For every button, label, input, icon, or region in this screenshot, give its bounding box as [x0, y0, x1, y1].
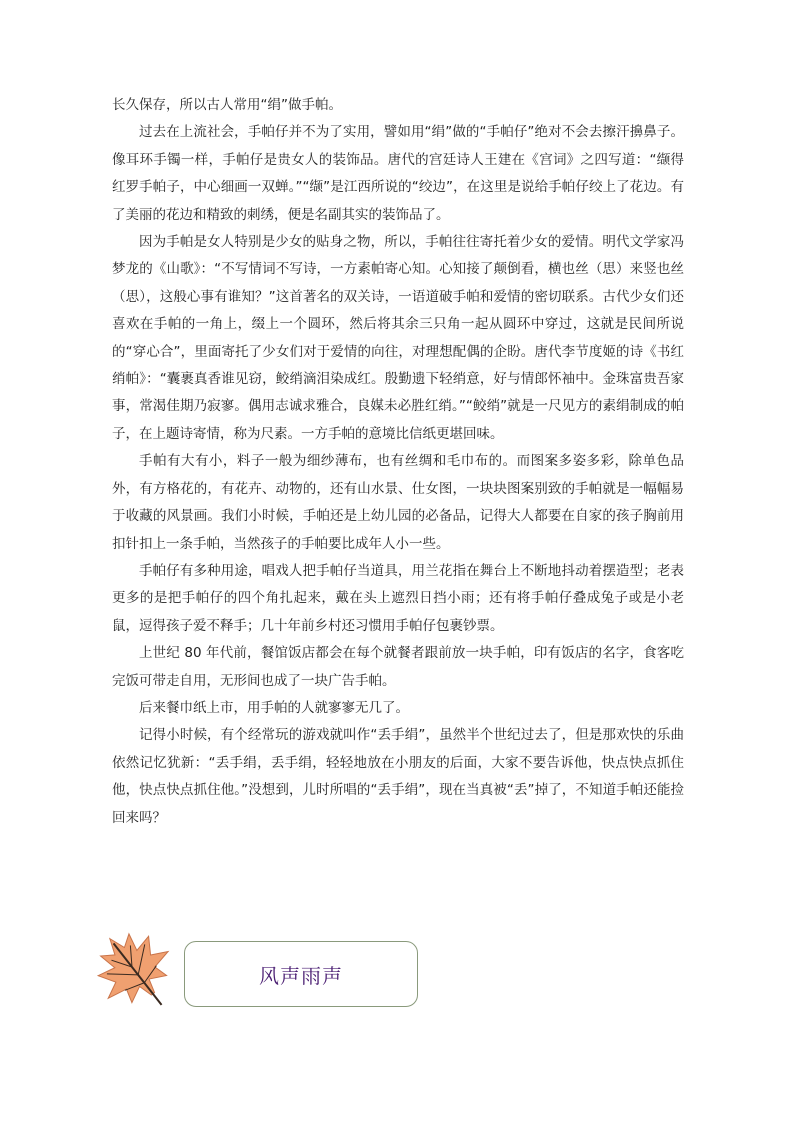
- maple-leaf-icon: [92, 927, 172, 1009]
- paragraph: 因为手帕是女人特别是少女的贴身之物，所以，手帕往往寄托着少女的爱情。明代文学家冯梦龙的《山歌》：“不写情词不写诗，一方素帕寄心知。心知接了颠倒看，横也丝（思）来竖也丝（思），这般心事有谁知？”这首著名的双关诗，一语道破手帕和爱情的密切联系。古代少女们还喜欢在手帕的一角上，缀上一个圆环，然后将其余三只角一起从圆环中穿过，这就是民间所说的“穿心合”，里面寄托了少女们对于爱情的向往，对理想配偶的企盼。唐代李节度姬的诗《书红绡帕》：“囊裹真香谁见窃，鲛绡滴泪染成红。殷勤遗下轻绡意，好与情郎怀袖中。金珠富贵吾家事，常渴佳期乃寂寥。偶用志诚求雅合，良媒未必胜红绡。”“鲛绡”就是一尺见方的素绢制成的帕子，在上题诗寄情，称为尺素。一方手帕的意境比信纸更堪回味。: [112, 234, 684, 442]
- paragraph: 记得小时候，有个经常玩的游戏就叫作“丢手绢”，虽然半个世纪过去了，但是那欢快的乐曲依然记忆犹新：“丢手绢，丢手绢，轻轻地放在小朋友的后面，大家不要告诉他，快点快点抓住他，快点快点抓住他。”没想到，儿时所唱的“丢手绢”，现在当真被“丢”掉了，不知道手帕还能捡回来吗？: [112, 727, 684, 826]
- paragraph: 后来餐巾纸上市，用手帕的人就寥寥无几了。: [139, 699, 409, 716]
- article-body: [112, 92, 684, 832]
- paragraph: 手帕有大有小，料子一般为细纱薄布，也有丝绸和毛巾布的。而图案多姿多彩，除单色品外，有方格花的，有花卉、动物的，还有山水景、仕女图，一块块图案别致的手帕就是一幅幅易于收藏的风景画。我们小时候，手帕还是上幼儿园的必备品，记得大人都要在自家的孩子胸前用扣针扣上一条手帕，当然孩子的手帕要比成年人小一些。: [112, 453, 684, 552]
- paragraph: 过去在上流社会，手帕仔并不为了实用，譬如用“绢”做的“手帕仔”绝对不会去擦汗擤鼻子。像耳环手镯一样，手帕仔是贵女人的装饰品。唐代的宫廷诗人王建在《宫词》之四写道：“缬得红罗手帕子，中心细画一双蝉。”“缬”是江西所说的“绞边”，在这里是说给手帕仔绞上了花边。有了美丽的花边和精致的刺绣，便是名副其实的装饰品了。: [112, 124, 684, 223]
- paragraph: 手帕仔有多种用途，唱戏人把手帕仔当道具，用兰花指在舞台上不断地抖动着摆造型；老表更多的是把手帕仔的四个角扎起来，戴在头上遮烈日挡小雨；还有将手帕仔叠成兔子或是小老鼠，逗得孩子爱不释手；几十年前乡村还习惯用手帕仔包裹钞票。: [112, 562, 684, 634]
- section-title: 风声雨声: [259, 963, 343, 988]
- paragraph: 上世纪 80 年代前，餐馆饭店都会在每个就餐者跟前放一块手帕，印有饭店的名字，食客吃完饭可带走自用，无形间也成了一块广告手帕。: [112, 645, 684, 689]
- section-header: [92, 925, 432, 1015]
- paragraph-continuation: 长久保存，所以古人常用“绢”做手帕。: [112, 97, 342, 113]
- section-title-box: [184, 941, 418, 1007]
